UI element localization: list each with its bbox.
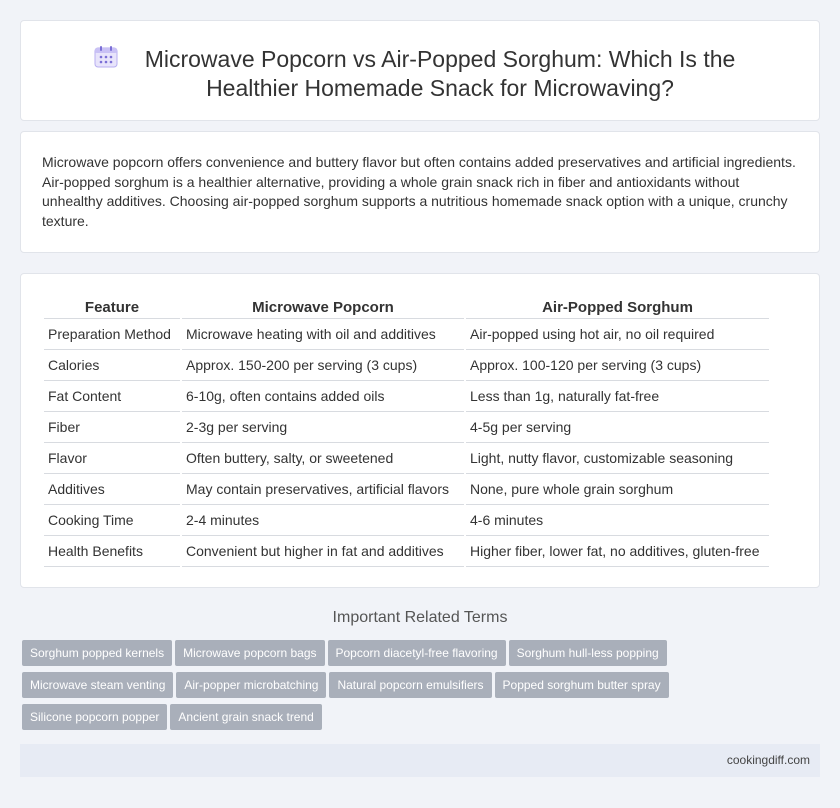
- related-term-tag[interactable]: Natural popcorn emulsifiers: [329, 672, 491, 698]
- header-air-popped-sorghum: Air-Popped Sorghum: [466, 297, 769, 319]
- feature-cell: Additives: [44, 474, 180, 505]
- sorghum-cell: 4-6 minutes: [466, 505, 769, 536]
- intro-paragraph: Microwave popcorn offers convenience and buttery flavor but often contains added preservatives and artificial ingredients. Air-popped sorghum is a healthier alternative, providing a whole grain snack rich in fiber and antioxidants without unhealthy additives. Choosing air-popped sorghum supports a nutritious homemade snack option with a unique, crunchy texture.: [42, 154, 796, 229]
- sorghum-cell: Approx. 100-120 per serving (3 cups): [466, 350, 769, 381]
- popcorn-cell: Often buttery, salty, or sweetened: [182, 443, 464, 474]
- table-row: [44, 381, 769, 412]
- table-row: [44, 412, 769, 443]
- table-row: [44, 505, 769, 536]
- popcorn-cell: 2-3g per serving: [182, 412, 464, 443]
- feature-cell: Calories: [44, 350, 180, 381]
- feature-cell: Flavor: [44, 443, 180, 474]
- related-term-tag[interactable]: Silicone popcorn popper: [22, 704, 167, 730]
- sorghum-cell: 4-5g per serving: [466, 412, 769, 443]
- table-row: [44, 474, 769, 505]
- popcorn-cell: Approx. 150-200 per serving (3 cups): [182, 350, 464, 381]
- related-term-tag[interactable]: Ancient grain snack trend: [170, 704, 321, 730]
- feature-cell: Preparation Method: [44, 319, 180, 350]
- related-terms-tags: [22, 640, 722, 736]
- feature-cell: Health Benefits: [44, 536, 180, 567]
- related-term-tag[interactable]: Air-popper microbatching: [176, 672, 326, 698]
- popcorn-cell: 2-4 minutes: [182, 505, 464, 536]
- title-card: [20, 20, 820, 121]
- table-row: [44, 443, 769, 474]
- sorghum-cell: Higher fiber, lower fat, no additives, gluten-free: [466, 536, 769, 567]
- table-row: [44, 319, 769, 350]
- table-header-row: [44, 297, 769, 319]
- related-term-tag[interactable]: Microwave steam venting: [22, 672, 173, 698]
- feature-cell: Fat Content: [44, 381, 180, 412]
- related-terms-heading: Important Related Terms: [332, 609, 508, 626]
- related-term-tag[interactable]: Sorghum hull-less popping: [509, 640, 667, 666]
- page-title: Microwave Popcorn vs Air-Popped Sorghum: Which Is the Healthier Homemade Snack for Microwaving?: [144, 46, 736, 101]
- feature-cell: Cooking Time: [44, 505, 180, 536]
- feature-cell: Fiber: [44, 412, 180, 443]
- related-term-tag[interactable]: Microwave popcorn bags: [175, 640, 324, 666]
- table-row: [44, 350, 769, 381]
- related-term-tag[interactable]: Sorghum popped kernels: [22, 640, 172, 666]
- related-term-tag[interactable]: Popped sorghum butter spray: [495, 672, 669, 698]
- popcorn-cell: May contain preservatives, artificial flavors: [182, 474, 464, 505]
- related-term-tag[interactable]: Popcorn diacetyl-free flavoring: [328, 640, 506, 666]
- sorghum-cell: None, pure whole grain sorghum: [466, 474, 769, 505]
- footer-site-link[interactable]: cookingdiff.com: [726, 753, 810, 767]
- sorghum-cell: Light, nutty flavor, customizable seasoning: [466, 443, 769, 474]
- footer: [20, 744, 820, 777]
- comparison-table: [42, 297, 771, 567]
- comparison-card: [20, 273, 820, 588]
- popcorn-cell: 6-10g, often contains added oils: [182, 381, 464, 412]
- intro-card: [20, 131, 820, 253]
- sorghum-cell: Less than 1g, naturally fat-free: [466, 381, 769, 412]
- header-microwave-popcorn: Microwave Popcorn: [182, 297, 464, 319]
- sorghum-cell: Air-popped using hot air, no oil required: [466, 319, 769, 350]
- header-feature: Feature: [44, 297, 180, 319]
- popcorn-cell: Microwave heating with oil and additives: [182, 319, 464, 350]
- table-row: [44, 536, 769, 567]
- popcorn-cell: Convenient but higher in fat and additives: [182, 536, 464, 567]
